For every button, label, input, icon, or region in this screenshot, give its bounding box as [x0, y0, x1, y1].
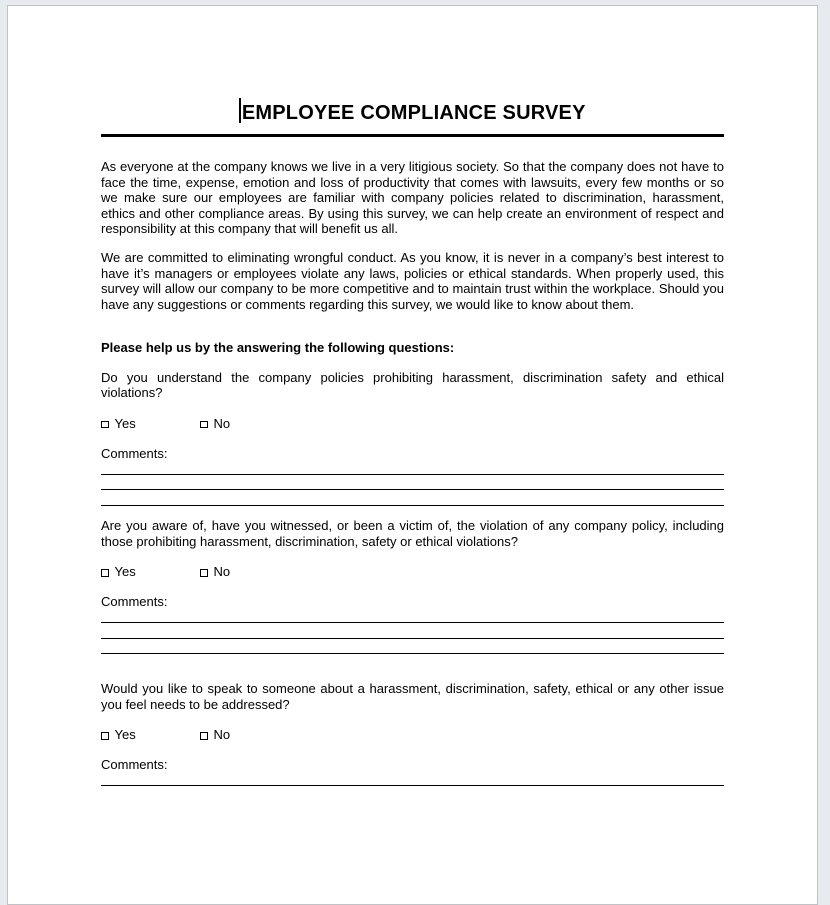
question-3-option-no[interactable] — [200, 727, 230, 743]
question-2-yes-label: Yes — [114, 564, 136, 579]
instructions-heading: Please help us by the answering the following questions: — [101, 340, 455, 355]
question-2-option-yes[interactable] — [101, 564, 200, 580]
question-3-comments-label: Comments: — [101, 757, 168, 772]
question-2-comment-lines — [101, 608, 724, 655]
question-1-option-no[interactable] — [200, 416, 230, 432]
comment-write-line[interactable] — [101, 459, 724, 475]
question-1-option-yes[interactable] — [101, 416, 200, 432]
question-1-comments-label: Comments: — [101, 445, 168, 461]
document-title — [101, 98, 724, 137]
question-2-option-no[interactable] — [200, 564, 230, 580]
question-1-comment-lines — [101, 459, 724, 506]
comment-write-line[interactable] — [101, 623, 724, 639]
question-block-1 — [101, 370, 724, 506]
checkbox-unchecked-icon[interactable] — [200, 421, 208, 429]
comment-write-line[interactable] — [101, 639, 724, 655]
intro-paragraph-2: We are committed to eliminating wrongful conduct. As you know, it is never in a company’s best interest to have it’s managers or employees violate any laws, policies or ethical standards. When properly used, this survey will allow our company to be more competitive and to maintain trust within the workplace. Should you have any suggestions or comments regarding this survey, we would like to know about them. — [101, 250, 724, 312]
checkbox-unchecked-icon[interactable] — [101, 421, 109, 429]
document-page[interactable] — [7, 5, 818, 905]
question-3-option-yes[interactable] — [101, 727, 200, 743]
checkbox-unchecked-icon[interactable] — [200, 732, 208, 740]
comment-write-line[interactable] — [101, 608, 724, 624]
question-2-comments-label: Comments: — [101, 594, 168, 609]
question-2-options — [101, 564, 724, 580]
question-3-no-label: No — [213, 727, 231, 742]
comment-write-line[interactable] — [101, 475, 724, 491]
checkbox-unchecked-icon[interactable] — [101, 732, 109, 740]
checkbox-unchecked-icon[interactable] — [101, 569, 109, 577]
comment-write-line[interactable] — [101, 771, 724, 787]
document-title-text: EMPLOYEE COMPLIANCE SURVEY — [241, 102, 586, 124]
question-1-no-label: No — [213, 415, 231, 431]
question-2-text: Are you aware of, have you witnessed, or been a victim of, the violation of any company policy, including those prohibiting harassment, discrimination, safety or ethical violations? — [101, 518, 724, 549]
question-block-3 — [101, 681, 724, 786]
question-1-text: Do you understand the company policies prohibiting harassment, discrimination safety and ethical violations? — [101, 369, 724, 400]
question-1-yes-label: Yes — [114, 415, 136, 431]
question-3-comment-lines — [101, 771, 724, 787]
question-3-text: Would you like to speak to someone about a harassment, discrimination, safety, ethical or any other issue you feel needs to be addressed? — [101, 681, 724, 712]
question-2-no-label: No — [213, 564, 231, 579]
intro-paragraph-1: As everyone at the company knows we live in a very litigious society. So that the company does not have to face the time, expense, emotion and loss of productivity that comes with lawsuits, every few months or so we make sure our employees are familiar with company policies related to discrimination, harassment, ethics and other compliance areas. By using this survey, we can help create an environment of respect and responsibility at this company that will benefit us all. — [101, 159, 724, 236]
question-1-options — [101, 416, 724, 432]
text-cursor — [239, 98, 241, 123]
comment-write-line[interactable] — [101, 490, 724, 506]
question-block-2 — [101, 518, 724, 654]
checkbox-unchecked-icon[interactable] — [200, 569, 208, 577]
question-3-yes-label: Yes — [114, 727, 136, 742]
question-3-options — [101, 727, 724, 743]
